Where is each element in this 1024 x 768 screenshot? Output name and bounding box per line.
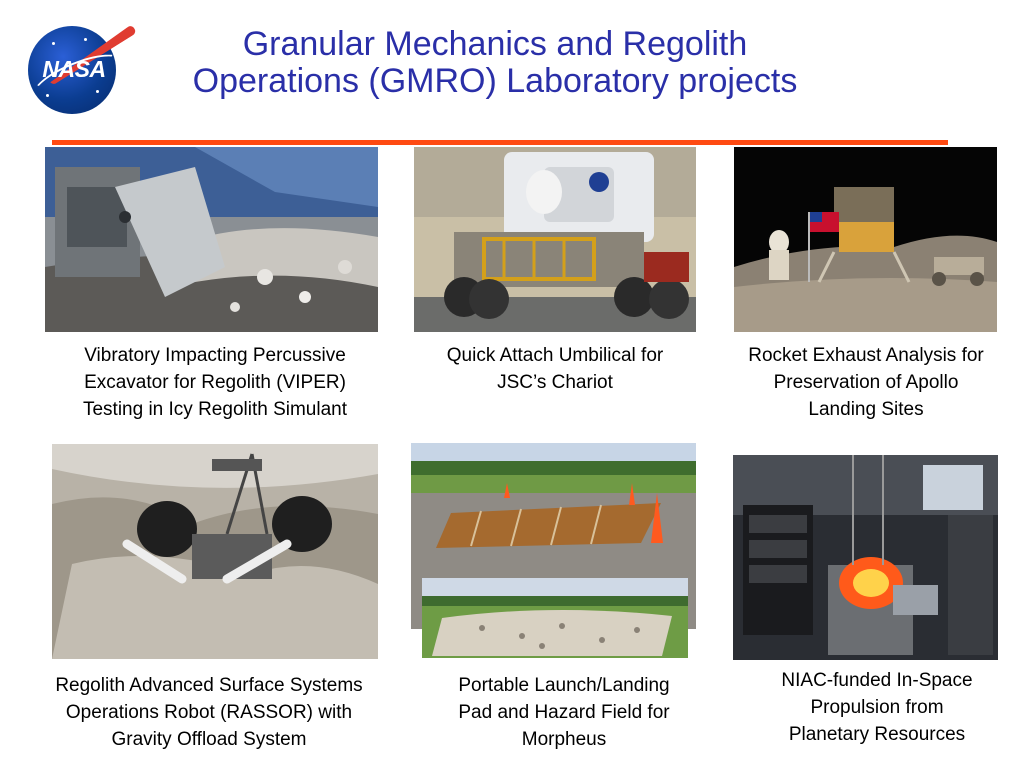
caption-niac: NIAC-funded In-Space Propulsion from Planetary Resources xyxy=(781,670,973,745)
apollo-photo xyxy=(734,147,997,332)
caption-viper: Vibratory Impacting Percussive Excavator for Regolith (VIPER) Testing in Icy Regolith Simulant xyxy=(82,345,347,420)
hazard-field-inset-photo xyxy=(422,578,688,658)
page-title-line-1: Granular Mechanics and Regolith xyxy=(242,25,748,63)
niac-lab-photo xyxy=(733,455,998,660)
nasa-logo xyxy=(22,20,132,120)
caption-chariot: Quick Attach Umbilical for JSC’s Chariot xyxy=(446,345,664,393)
page-title-line-2: Operations (GMRO) Laboratory projects xyxy=(192,62,798,100)
caption-morpheus: Portable Launch/Landing Pad and Hazard Field for Morpheus xyxy=(458,675,670,750)
viper-photo xyxy=(45,147,378,332)
caption-apollo: Rocket Exhaust Analysis for Preservation of Apollo Landing Sites xyxy=(748,345,984,420)
page-title xyxy=(140,26,850,100)
nasa-wordmark: NASA xyxy=(42,56,106,82)
rassor-photo xyxy=(52,444,378,659)
chariot-photo xyxy=(414,147,696,332)
title-divider xyxy=(52,140,948,145)
caption-rassor: Regolith Advanced Surface Systems Operations Robot (RASSOR) with Gravity Offload System xyxy=(55,675,363,750)
